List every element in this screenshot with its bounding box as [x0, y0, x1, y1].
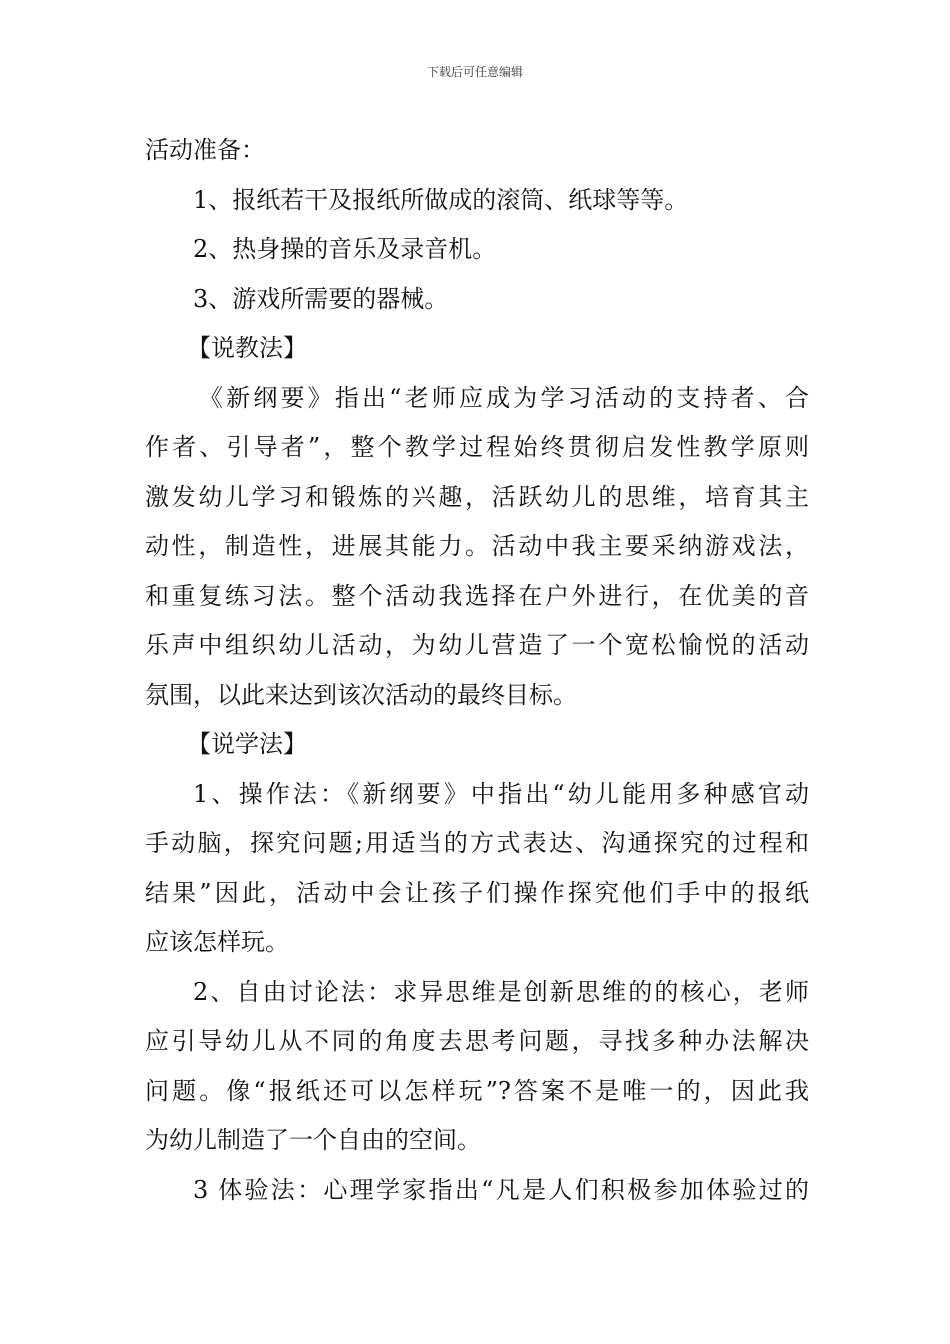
paragraph-line: 作者、引导者”，整个教学过程始终贯彻启发性教学原则	[145, 433, 809, 461]
paragraph-line: 结果”因此，活动中会让孩子们操作探究他们手中的报纸	[145, 878, 809, 907]
paragraph-line: 2、自由讨论法：求异思维是创新思维的的核心，老师	[193, 977, 809, 1006]
page-header: 下载后可任意编辑	[426, 65, 523, 79]
paragraph-line: 应引导幼儿从不同的角度去思考问题，寻找多种办法解决	[145, 1027, 809, 1055]
paragraph-line: 《新纲要》指出“老师应成为学习活动的支持者、合	[199, 383, 809, 412]
preparation-item-1: 1、报纸若干及报纸所做成的滚筒、纸球等等。	[193, 185, 689, 214]
paragraph-line: 应该怎样玩。	[145, 928, 289, 956]
paragraph-line: 乐声中组织幼儿活动，为幼儿营造了一个宽松愉悦的活动	[145, 631, 809, 659]
preparation-item-3: 3、游戏所需要的器械。	[193, 284, 449, 313]
section-heading-learning-method: 【说学法】	[187, 730, 307, 758]
paragraph-line: 动性，制造性，进展其能力。活动中我主要采纳游戏法，	[145, 532, 809, 560]
paragraph-line: 氛围，以此来达到该次活动的最终目标。	[145, 680, 577, 709]
preparation-item-2: 2、热身操的音乐及录音机。	[193, 235, 497, 263]
paragraph-line: 1、操作法：《新纲要》中指出“幼儿能用多种感官动	[193, 779, 809, 808]
paragraph-line: 问题。像“报纸还可以怎样玩”?答案不是唯一的，因此我	[145, 1076, 809, 1105]
paragraph-line: 和重复练习法。整个活动我选择在户外进行，在优美的音	[145, 581, 809, 610]
section-heading-teaching-method: 【说教法】	[187, 334, 307, 362]
document-body	[145, 126, 809, 1215]
paragraph-line: 激发幼儿学习和锻炼的兴趣，活跃幼儿的思维，培育其主	[145, 482, 809, 511]
section-heading-preparation: 活动准备：	[145, 136, 265, 164]
paragraph-line: 手动脑，探究问题;用适当的方式表达、沟通探究的过程和	[145, 829, 809, 857]
paragraph-line: 为幼儿制造了一个自由的空间。	[145, 1126, 481, 1154]
paragraph-line: 3 体验法：心理学家指出“凡是人们积极参加体验过的	[193, 1175, 809, 1204]
